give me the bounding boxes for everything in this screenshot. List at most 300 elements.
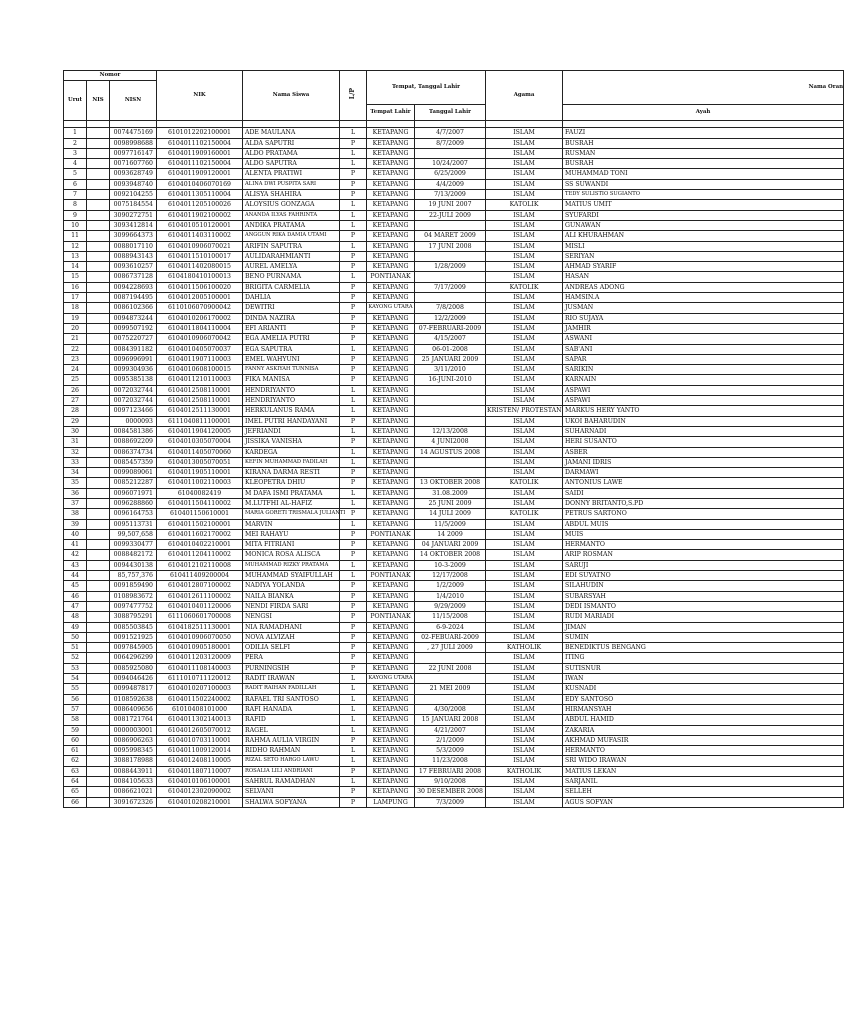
header-nama-siswa: Nama Siswa xyxy=(243,71,340,121)
cell-nama-siswa: ALENTA PRATIWI xyxy=(243,169,340,179)
cell-nama-siswa: RAGEL xyxy=(243,725,340,735)
cell-tanggal-lahir: 31.08.2009 xyxy=(415,488,486,498)
cell-nisn: 3090272751 xyxy=(110,210,157,220)
cell-tempat-lahir: KETAPANG xyxy=(367,354,415,364)
cell-urut: 22 xyxy=(64,344,87,354)
cell-tanggal-lahir: 4/4/2009 xyxy=(415,179,486,189)
cell-urut: 12 xyxy=(64,241,87,251)
cell-nama-siswa: ANANDA ILYAS FAHRINTA xyxy=(243,210,340,220)
cell-urut: 64 xyxy=(64,777,87,787)
cell-ayah: IWAN xyxy=(563,674,844,684)
cell-agama: ISLAM xyxy=(486,293,563,303)
cell-ayah: ASPAWI xyxy=(563,396,844,406)
cell-nik: 61040082419 xyxy=(157,488,243,498)
table-row xyxy=(64,766,844,776)
cell-nisn: 0097845905 xyxy=(110,643,157,653)
cell-tempat-lahir: KETAPANG xyxy=(367,519,415,529)
cell-jk: P xyxy=(340,735,367,745)
cell-urut: 50 xyxy=(64,632,87,642)
cell-jk: L xyxy=(340,694,367,704)
cell-ayah: EDY SANTOSO xyxy=(563,694,844,704)
cell-tanggal-lahir xyxy=(415,457,486,467)
cell-jk: L xyxy=(340,148,367,158)
cell-nisn: 0094046426 xyxy=(110,674,157,684)
cell-agama: ISLAM xyxy=(486,797,563,807)
cell-tanggal-lahir: 7/13/2009 xyxy=(415,190,486,200)
cell-tanggal-lahir: 04 MARET 2009 xyxy=(415,231,486,241)
cell-nisn: 85,757,376 xyxy=(110,571,157,581)
cell-nis xyxy=(87,406,110,416)
cell-nis xyxy=(87,478,110,488)
cell-jk: P xyxy=(340,416,367,426)
table-row xyxy=(64,190,844,200)
table-body xyxy=(64,128,844,808)
cell-ayah: PETRUS SARTONO xyxy=(563,509,844,519)
cell-agama: ISLAM xyxy=(486,787,563,797)
cell-ayah: AGUS SOFYAN xyxy=(563,797,844,807)
cell-tempat-lahir: KETAPANG xyxy=(367,581,415,591)
cell-nama-siswa: ALOYSIUS GONZAGA xyxy=(243,200,340,210)
cell-nik: 6104011510100017 xyxy=(157,251,243,261)
cell-nisn: 0000003001 xyxy=(110,725,157,735)
cell-nis xyxy=(87,663,110,673)
cell-nis xyxy=(87,396,110,406)
cell-nama-siswa: BRIGITA CARMELIA xyxy=(243,282,340,292)
cell-jk: L xyxy=(340,498,367,508)
cell-nis xyxy=(87,519,110,529)
cell-tanggal-lahir: 17 FEBRUARI 2008 xyxy=(415,766,486,776)
cell-nama-siswa: MUHAMMAD SYAIFULLAH xyxy=(243,571,340,581)
cell-urut: 44 xyxy=(64,571,87,581)
cell-agama: ISLAM xyxy=(486,488,563,498)
cell-nisn: 0088943143 xyxy=(110,251,157,261)
table-row xyxy=(64,715,844,725)
cell-nisn: 0086906263 xyxy=(110,735,157,745)
cell-nama-siswa: DINDA NAZIRA xyxy=(243,313,340,323)
header-jk-label: L/P xyxy=(349,87,357,100)
cell-ayah: RUSMAN xyxy=(563,148,844,158)
cell-nis xyxy=(87,220,110,230)
cell-urut: 21 xyxy=(64,334,87,344)
cell-nis xyxy=(87,560,110,570)
cell-jk: P xyxy=(340,766,367,776)
table-row xyxy=(64,365,844,375)
cell-nama-siswa: ALDA SAPUTRI xyxy=(243,138,340,148)
cell-nisn: 0097123466 xyxy=(110,406,157,416)
cell-nis xyxy=(87,787,110,797)
cell-nis xyxy=(87,262,110,272)
cell-nik: 6104011904120005 xyxy=(157,426,243,436)
cell-nik: 610401150610001 xyxy=(157,509,243,519)
table-row xyxy=(64,725,844,735)
cell-tanggal-lahir: 07-FEBRUARI-2009 xyxy=(415,323,486,333)
cell-tanggal-lahir: 4/21/2007 xyxy=(415,725,486,735)
cell-nama-siswa: NAILA BIANKA xyxy=(243,591,340,601)
cell-nik: 6104011009120014 xyxy=(157,746,243,756)
table-row xyxy=(64,210,844,220)
table-row xyxy=(64,581,844,591)
cell-tempat-lahir: KETAPANG xyxy=(367,426,415,436)
table-row xyxy=(64,674,844,684)
cell-ayah: MISLI xyxy=(563,241,844,251)
cell-agama: ISLAM xyxy=(486,540,563,550)
cell-nis xyxy=(87,571,110,581)
cell-nis xyxy=(87,653,110,663)
cell-nisn: 0092104255 xyxy=(110,190,157,200)
cell-nama-siswa: RIZAL SETO HARGO LAWU xyxy=(243,756,340,766)
table-row xyxy=(64,179,844,189)
cell-nis xyxy=(87,313,110,323)
cell-nis xyxy=(87,766,110,776)
cell-nama-siswa: KEFIN MUHAMMAD FADILAH xyxy=(243,457,340,467)
cell-nik: 6104011804110004 xyxy=(157,323,243,333)
cell-ayah: ZAKARIA xyxy=(563,725,844,735)
cell-nik: 6104010608100015 xyxy=(157,365,243,375)
table-row xyxy=(64,684,844,694)
cell-nis xyxy=(87,375,110,385)
cell-nis xyxy=(87,334,110,344)
cell-urut: 59 xyxy=(64,725,87,735)
cell-ayah: SUBARSYAH xyxy=(563,591,844,601)
table-row xyxy=(64,385,844,395)
cell-nisn: 0095113731 xyxy=(110,519,157,529)
cell-tanggal-lahir: 6/25/2009 xyxy=(415,169,486,179)
cell-nik: 6104010402210001 xyxy=(157,540,243,550)
cell-nik: 6104012005100001 xyxy=(157,293,243,303)
cell-urut: 13 xyxy=(64,251,87,261)
cell-ayah: BENEDIKTUS BENGANG xyxy=(563,643,844,653)
cell-nisn: 0000093 xyxy=(110,416,157,426)
table-row xyxy=(64,447,844,457)
cell-jk: L xyxy=(340,159,367,169)
header-nis: NIS xyxy=(87,81,110,121)
cell-agama: ISLAM xyxy=(486,416,563,426)
table-row xyxy=(64,663,844,673)
table-row xyxy=(64,354,844,364)
cell-tanggal-lahir xyxy=(415,674,486,684)
cell-tempat-lahir: KETAPANG xyxy=(367,447,415,457)
cell-nik: 6104182511130001 xyxy=(157,622,243,632)
cell-tanggal-lahir: 02-FEBUARI-2009 xyxy=(415,632,486,642)
cell-nis xyxy=(87,777,110,787)
cell-nis xyxy=(87,282,110,292)
cell-nama-siswa: RAFI HANADA xyxy=(243,704,340,714)
cell-ayah: SELLEH xyxy=(563,787,844,797)
cell-tanggal-lahir: 7/3/2009 xyxy=(415,797,486,807)
header-nisn: NISN xyxy=(110,81,157,121)
table-row xyxy=(64,509,844,519)
cell-nis xyxy=(87,674,110,684)
cell-ayah: DARMAWI xyxy=(563,468,844,478)
cell-jk: P xyxy=(340,478,367,488)
cell-nik: 6104012807100002 xyxy=(157,581,243,591)
cell-tempat-lahir: KETAPANG xyxy=(367,735,415,745)
cell-nik: 6111010711120012 xyxy=(157,674,243,684)
cell-nama-siswa: PURNINGSIH xyxy=(243,663,340,673)
cell-nama-siswa: KIRANA DARMA RESTI xyxy=(243,468,340,478)
table-row xyxy=(64,550,844,560)
cell-nis xyxy=(87,303,110,313)
cell-nisn: 0085503845 xyxy=(110,622,157,632)
cell-tempat-lahir: KETAPANG xyxy=(367,550,415,560)
cell-ayah: MUIS xyxy=(563,529,844,539)
cell-nis xyxy=(87,725,110,735)
cell-jk: P xyxy=(340,179,367,189)
cell-tempat-lahir: KETAPANG xyxy=(367,704,415,714)
cell-tempat-lahir: KETAPANG xyxy=(367,777,415,787)
cell-tanggal-lahir: 12/2/2009 xyxy=(415,313,486,323)
cell-nik: 6104011504110002 xyxy=(157,498,243,508)
cell-jk: L xyxy=(340,210,367,220)
cell-jk: P xyxy=(340,632,367,642)
cell-tempat-lahir: KETAPANG xyxy=(367,323,415,333)
table-row xyxy=(64,560,844,570)
cell-agama: ISLAM xyxy=(486,334,563,344)
cell-jk: P xyxy=(340,550,367,560)
cell-tempat-lahir: KETAPANG xyxy=(367,478,415,488)
cell-jk: P xyxy=(340,529,367,539)
cell-tanggal-lahir: 22-JULI 2009 xyxy=(415,210,486,220)
cell-tanggal-lahir: 16-JUNI-2010 xyxy=(415,375,486,385)
table-row xyxy=(64,571,844,581)
table-row xyxy=(64,406,844,416)
cell-urut: 20 xyxy=(64,323,87,333)
table-row xyxy=(64,323,844,333)
header-ayah: Ayah xyxy=(563,105,844,121)
cell-agama: ISLAM xyxy=(486,529,563,539)
cell-nisn: 0098998688 xyxy=(110,138,157,148)
table-row xyxy=(64,756,844,766)
cell-nik: 61010408101000 xyxy=(157,704,243,714)
cell-urut: 10 xyxy=(64,220,87,230)
cell-nis xyxy=(87,591,110,601)
cell-tanggal-lahir: 4 JUNI2008 xyxy=(415,437,486,447)
cell-tempat-lahir: KETAPANG xyxy=(367,159,415,169)
cell-nik: 6104012302090002 xyxy=(157,787,243,797)
cell-ayah: SUTISNUR xyxy=(563,663,844,673)
cell-tempat-lahir: KETAPANG xyxy=(367,498,415,508)
cell-tanggal-lahir: 7/17/2009 xyxy=(415,282,486,292)
cell-nis xyxy=(87,231,110,241)
table-row xyxy=(64,704,844,714)
cell-tempat-lahir: KETAPANG xyxy=(367,622,415,632)
cell-tempat-lahir: KETAPANG xyxy=(367,334,415,344)
cell-urut: 29 xyxy=(64,416,87,426)
cell-jk: P xyxy=(340,303,367,313)
cell-agama: ISLAM xyxy=(486,632,563,642)
cell-nama-siswa: MONICA ROSA ALISCA xyxy=(243,550,340,560)
cell-agama: ISLAM xyxy=(486,457,563,467)
cell-urut: 35 xyxy=(64,478,87,488)
cell-urut: 55 xyxy=(64,684,87,694)
cell-nama-siswa: EFI ARIANTI xyxy=(243,323,340,333)
cell-nik: 6104010405070037 xyxy=(157,344,243,354)
cell-tempat-lahir: KETAPANG xyxy=(367,396,415,406)
cell-nisn: 0096996991 xyxy=(110,354,157,364)
cell-agama: ISLAM xyxy=(486,159,563,169)
cell-nis xyxy=(87,293,110,303)
cell-agama: ISLAM xyxy=(486,344,563,354)
cell-jk: P xyxy=(340,354,367,364)
cell-nis xyxy=(87,323,110,333)
cell-ayah: SILAHUDIN xyxy=(563,581,844,591)
cell-jk: L xyxy=(340,457,367,467)
cell-urut: 33 xyxy=(64,457,87,467)
cell-nisn: 0085457359 xyxy=(110,457,157,467)
cell-agama: ISLAM xyxy=(486,179,563,189)
table-row xyxy=(64,313,844,323)
cell-tanggal-lahir: 14 JULI 2009 xyxy=(415,509,486,519)
cell-nama-siswa: EMEL WAHYUNI xyxy=(243,354,340,364)
cell-tempat-lahir: KETAPANG xyxy=(367,210,415,220)
cell-nisn: 0096288860 xyxy=(110,498,157,508)
cell-tempat-lahir: KETAPANG xyxy=(367,200,415,210)
cell-ayah: RIO SUJAYA xyxy=(563,313,844,323)
cell-urut: 60 xyxy=(64,735,87,745)
cell-nik: 6104011909120001 xyxy=(157,169,243,179)
cell-nik: 6104011402080015 xyxy=(157,262,243,272)
table-row xyxy=(64,529,844,539)
header-jk xyxy=(340,71,367,121)
cell-tanggal-lahir xyxy=(415,653,486,663)
table-row xyxy=(64,498,844,508)
cell-ayah: SAPAR xyxy=(563,354,844,364)
cell-tanggal-lahir: 4/15/2007 xyxy=(415,334,486,344)
cell-urut: 7 xyxy=(64,190,87,200)
cell-nik: 6104011502240002 xyxy=(157,694,243,704)
cell-tanggal-lahir xyxy=(415,220,486,230)
cell-urut: 58 xyxy=(64,715,87,725)
cell-tanggal-lahir: 4/7/2007 xyxy=(415,128,486,138)
cell-nik: 6104011204110002 xyxy=(157,550,243,560)
cell-agama: KATOLIK xyxy=(486,509,563,519)
cell-ayah: JAMHIR xyxy=(563,323,844,333)
cell-nisn: 0099089061 xyxy=(110,468,157,478)
cell-agama: ISLAM xyxy=(486,725,563,735)
cell-nik: 6111060601700008 xyxy=(157,612,243,622)
cell-nik: 6104011210110003 xyxy=(157,375,243,385)
cell-nik: 6104012508110001 xyxy=(157,385,243,395)
cell-tempat-lahir: KETAPANG xyxy=(367,643,415,653)
cell-nis xyxy=(87,488,110,498)
cell-agama: ISLAM xyxy=(486,601,563,611)
cell-tanggal-lahir: 04 JANUARI 2009 xyxy=(415,540,486,550)
cell-nisn: 0099330477 xyxy=(110,540,157,550)
cell-nisn: 0081721764 xyxy=(110,715,157,725)
table-row xyxy=(64,612,844,622)
cell-tanggal-lahir: 11/15/2008 xyxy=(415,612,486,622)
cell-jk: P xyxy=(340,190,367,200)
cell-jk: P xyxy=(340,437,367,447)
cell-nik: 6111040811100001 xyxy=(157,416,243,426)
cell-urut: 43 xyxy=(64,560,87,570)
cell-nisn: 0094228693 xyxy=(110,282,157,292)
cell-nisn: 0108983672 xyxy=(110,591,157,601)
cell-jk: P xyxy=(340,540,367,550)
cell-nik: 6104012508110001 xyxy=(157,396,243,406)
table-row xyxy=(64,262,844,272)
cell-nik: 6104011807110007 xyxy=(157,766,243,776)
cell-ayah: SARJANIL xyxy=(563,777,844,787)
cell-nik: 6104011205100026 xyxy=(157,200,243,210)
header-urut: Urut xyxy=(64,81,87,121)
cell-jk: P xyxy=(340,509,367,519)
cell-nik: 6104012102110008 xyxy=(157,560,243,570)
table-row xyxy=(64,128,844,138)
cell-tanggal-lahir: 25 JANUARI 2009 xyxy=(415,354,486,364)
cell-jk: P xyxy=(340,468,367,478)
table-row xyxy=(64,488,844,498)
cell-tanggal-lahir: 19 JUNI 2007 xyxy=(415,200,486,210)
cell-tempat-lahir: KETAPANG xyxy=(367,406,415,416)
table-row xyxy=(64,303,844,313)
cell-tempat-lahir: KETAPANG xyxy=(367,725,415,735)
cell-tanggal-lahir: 3/11/2010 xyxy=(415,365,486,375)
cell-tempat-lahir: KETAPANG xyxy=(367,746,415,756)
table-row xyxy=(64,601,844,611)
cell-nik: 6104011302140013 xyxy=(157,715,243,725)
table-row xyxy=(64,241,844,251)
cell-nik: 6104012511130001 xyxy=(157,406,243,416)
cell-nis xyxy=(87,643,110,653)
cell-ayah: MATIUS LEKAN xyxy=(563,766,844,776)
cell-agama: ISLAM xyxy=(486,210,563,220)
table-row xyxy=(64,437,844,447)
cell-urut: 66 xyxy=(64,797,87,807)
cell-tanggal-lahir xyxy=(415,396,486,406)
cell-jk: L xyxy=(340,272,367,282)
cell-tanggal-lahir: 12/17/2008 xyxy=(415,571,486,581)
cell-urut: 11 xyxy=(64,231,87,241)
cell-nik: 6104011403110002 xyxy=(157,231,243,241)
cell-tanggal-lahir: 12/13/2008 xyxy=(415,426,486,436)
cell-agama: ISLAM xyxy=(486,498,563,508)
cell-urut: 26 xyxy=(64,385,87,395)
cell-tempat-lahir: KETAPANG xyxy=(367,313,415,323)
cell-urut: 62 xyxy=(64,756,87,766)
cell-urut: 41 xyxy=(64,540,87,550)
cell-nama-siswa: MUHAMMAD RIZKY PRATAMA xyxy=(243,560,340,570)
cell-nisn: 0087194495 xyxy=(110,293,157,303)
cell-nama-siswa: AULIDARAHMIANTI xyxy=(243,251,340,261)
cell-agama: ISLAM xyxy=(486,777,563,787)
cell-nis xyxy=(87,622,110,632)
cell-ayah: HASAN xyxy=(563,272,844,282)
cell-agama: ISLAM xyxy=(486,169,563,179)
cell-tanggal-lahir xyxy=(415,272,486,282)
cell-nik: 6104011002110003 xyxy=(157,478,243,488)
cell-nis xyxy=(87,365,110,375)
cell-tanggal-lahir: 6-9-2024 xyxy=(415,622,486,632)
cell-jk: P xyxy=(340,293,367,303)
cell-tempat-lahir: KETAPANG xyxy=(367,756,415,766)
cell-tanggal-lahir xyxy=(415,148,486,158)
cell-tanggal-lahir: 9/29/2009 xyxy=(415,601,486,611)
cell-tanggal-lahir: 1/2/2009 xyxy=(415,581,486,591)
cell-jk: L xyxy=(340,426,367,436)
cell-nama-siswa: ALDO PRATAMA xyxy=(243,148,340,158)
cell-tempat-lahir: KETAPANG xyxy=(367,715,415,725)
cell-jk: P xyxy=(340,663,367,673)
cell-urut: 1 xyxy=(64,128,87,138)
cell-nis xyxy=(87,354,110,364)
table-row xyxy=(64,396,844,406)
cell-tempat-lahir: KETAPANG xyxy=(367,385,415,395)
cell-tanggal-lahir: 14 2009 xyxy=(415,529,486,539)
cell-nis xyxy=(87,684,110,694)
cell-nik: 6104010207100003 xyxy=(157,684,243,694)
cell-nisn: 0086374734 xyxy=(110,447,157,457)
